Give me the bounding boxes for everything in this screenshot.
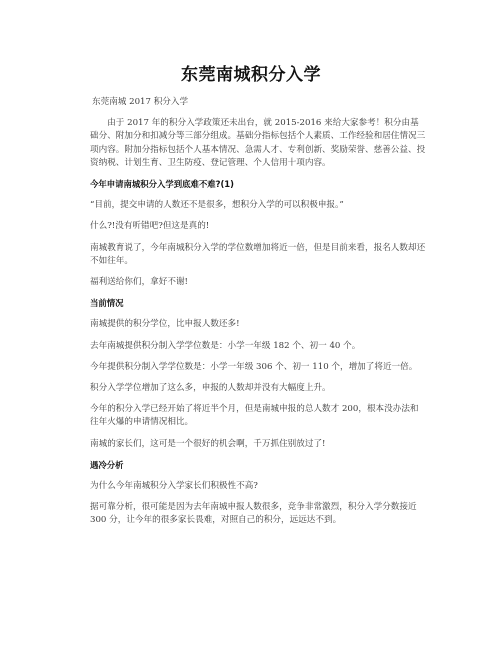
- paragraph: 福利送给你们，拿好不谢!: [90, 277, 188, 288]
- document-subtitle: 东莞南城 2017 积分入学: [92, 97, 189, 107]
- paragraph: 南城提供的积分学位，比申报人数还多!: [90, 319, 240, 330]
- document-body: [90, 96, 427, 536]
- paragraph: 什么?!没有听错吧?但这是真的!: [90, 221, 210, 232]
- paragraph: 据可靠分析，很可能是因为去年南城申报人数很多，竞争非常激烈，积分入学分数接近 300 分，让今年的很多家长畏难，对照自己的积分，远远达不到。: [90, 502, 417, 526]
- paragraph: 去年南城提供积分制入学学位数是：小学一年级 182 个、初一 40 个。: [90, 340, 361, 351]
- paragraph: 积分入学学位增加了这么多，申报的人数却并没有大幅度上升。: [90, 383, 331, 394]
- section-heading: 遇冷分析: [90, 459, 124, 470]
- paragraph: 今年提供积分制入学学位数是：小学一年级 306 个、初一 110 个，增加了将近一倍。: [90, 361, 418, 372]
- section-heading: 今年申请南城积分入学到底难不难?(1): [90, 179, 234, 190]
- paragraph: “目前，提交申请的人数还不是很多，想积分入学的可以积极申报。”: [90, 200, 344, 211]
- paragraph-intro: 由于 2017 年的积分入学政策还未出台，就 2015-2016 来给大家参考！积分由基础分、附加分和扣减分等三部分组成。基础分指标包括个人素质、工作经验和居住情况三项内容。附加分指标包括个人基本情况、急需人才、专利创新、奖励荣誉、慈善公益、投资纳税、计划生育、卫生防疫、登记管理、个人信用十项内容。: [90, 118, 426, 168]
- document-title: 东莞南城积分入学: [181, 65, 321, 85]
- paragraph: 今年的积分入学已经开始了将近半个月，但是南城申报的总人数才 200，根本没办法和往年火爆的申请情况相比。: [90, 404, 419, 428]
- paragraph: 南城的家长们，这可是一个很好的机会啊，千万抓住别放过了!: [90, 438, 326, 449]
- section-heading: 当前情况: [90, 298, 124, 309]
- paragraph: 南城教育说了，今年南城积分入学的学位数增加将近一倍，但是目前来看，报名人数却还不如往年。: [90, 242, 426, 266]
- paragraph: 为什么今年南城积分入学家长们积极性不高?: [90, 481, 258, 492]
